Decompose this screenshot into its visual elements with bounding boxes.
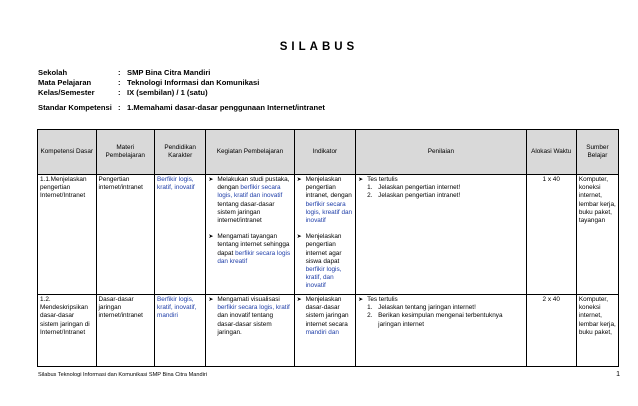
cell-alokasi: 1 x 40 <box>526 175 576 295</box>
meta-value: IX (sembilan) / 1 (satu) <box>127 88 208 98</box>
competency-standard: Standar Kompetensi : 1.Memahami dasar-dasar penggunaan Internet/intranet <box>38 103 325 112</box>
cell-sumber: Komputer, koneksi internet, lembar kerja, buku paket, tayangan <box>576 175 618 295</box>
document-title: SILABUS <box>279 41 359 53</box>
school-info <box>38 68 259 99</box>
page-number: 1 <box>616 371 620 378</box>
cell-materi: Pengertian internet/intranet <box>96 175 155 295</box>
list-item: ➤ Menjelaskan pengertian intranet, dengan berfikir secara logis, kreatif dan inovatif <box>296 176 353 225</box>
cell-kd: 1.1.Menjelaskan pengertian Internet/Intranet <box>38 175 97 295</box>
sk-key: Standar Kompetensi <box>38 103 112 112</box>
arrow-bullet-icon: ➤ <box>358 177 364 183</box>
header-kegiatan: Kegiatan Pembelajaran <box>206 130 294 175</box>
cell-karakter: Berfikir logis, kratif, inovatif <box>155 175 206 295</box>
sk-value: 1.Memahami dasar-dasar penggunaan Internet/intranet <box>127 103 325 112</box>
header-penilaian: Penilaian <box>356 130 526 175</box>
cell-indikator <box>294 295 356 367</box>
header-indikator: Indikator <box>294 130 356 175</box>
list-item: 2. Jelaskan pengertian intranet! <box>367 192 461 200</box>
cell-alokasi: 2 x 40 <box>526 295 576 367</box>
list-item: 1. Jelaskan tentang jaringan internet! <box>367 304 476 312</box>
cell-karakter: Berfikir logis, kratif, inovatif, mandiri <box>155 295 206 367</box>
list-item: 1. Jelaskan pengertian internet! <box>367 184 461 192</box>
list-item: ➤ Mengamati visualisasi berfikir secara logis, kratif dan inovatif tentang dasar-dasar sistem jaringan. <box>208 296 290 336</box>
header-kd: Kompetensi Dasar <box>38 130 97 175</box>
header-materi: Materi Pembelajaran <box>96 130 155 175</box>
meta-row-subject: Mata Pelajaran : Teknologi Informasi dan Komunikasi <box>38 78 260 88</box>
table-row <box>38 175 619 295</box>
arrow-bullet-icon: ➤ <box>208 297 214 303</box>
meta-row-class: Kelas/Semester : IX (sembilan) / 1 (satu) <box>38 88 208 98</box>
list-item: ➤ Menjelaskan dasar-dasar sistem jaringan internet secara mandiri dan <box>296 296 349 336</box>
cell-penilaian <box>356 175 526 295</box>
cell-materi: Dasar-dasar jaringan internet/intranet <box>96 295 155 367</box>
table-header-row <box>38 130 619 175</box>
cell-indikator <box>294 175 356 295</box>
cell-kegiatan <box>206 175 294 295</box>
meta-key: Mata Pelajaran <box>38 78 92 88</box>
header-sumber: Sumber Belajar <box>576 130 618 175</box>
cell-sumber: Komputer, koneksi internet, lembar kerja, buku paket, <box>576 295 618 367</box>
syllabus-table <box>37 129 619 367</box>
meta-key: Sekolah <box>38 68 68 77</box>
list-item: ➤ Tes tertulis <box>358 176 398 183</box>
arrow-bullet-icon: ➤ <box>296 177 302 183</box>
arrow-bullet-icon: ➤ <box>208 177 214 183</box>
arrow-bullet-icon: ➤ <box>358 297 364 303</box>
meta-key: Kelas/Semester <box>38 88 95 98</box>
list-item: ➤ Melakukan studi pustaka, dengan berfikir secara logis, kratif dan inovatif tentang dasar-dasar sistem jaringan internet/intranet <box>208 176 290 225</box>
meta-value: SMP Bina Citra Mandiri <box>127 68 211 77</box>
arrow-bullet-icon: ➤ <box>296 234 302 241</box>
arrow-bullet-icon: ➤ <box>296 297 302 303</box>
page-footer: Silabus Teknologi Informasi dan Komunikasi SMP Bina Citra Mandiri <box>38 372 207 378</box>
list-item: ➤ Tes tertulis <box>358 296 398 303</box>
arrow-bullet-icon: ➤ <box>208 234 214 241</box>
list-item: ➤ Menjelaskan pengertian internet agar siswa dapat berfikir logis, kratif, dan inovatif <box>296 233 342 290</box>
list-item: 2. Berikan kesimpulan mengenai terbentuknya jaringan internet <box>367 312 503 328</box>
cell-penilaian <box>356 295 526 367</box>
table-row <box>38 295 619 367</box>
meta-value: Teknologi Informasi dan Komunikasi <box>127 78 260 88</box>
list-item: ➤ Mengamati tayangan tentang internet sehingga dapat berfikir secara logis dan kreatif <box>208 233 291 265</box>
meta-row-school: Sekolah : SMP Bina Citra Mandiri <box>38 68 211 77</box>
cell-kd: 1.2. Mendeskripsikan dasar-dasar sistem jaringan di Internet/Intranet <box>38 295 97 367</box>
header-karakter: Pendidikan Karakter <box>155 130 206 175</box>
cell-kegiatan <box>206 295 294 367</box>
header-alokasi: Alokasi Waktu <box>526 130 576 175</box>
